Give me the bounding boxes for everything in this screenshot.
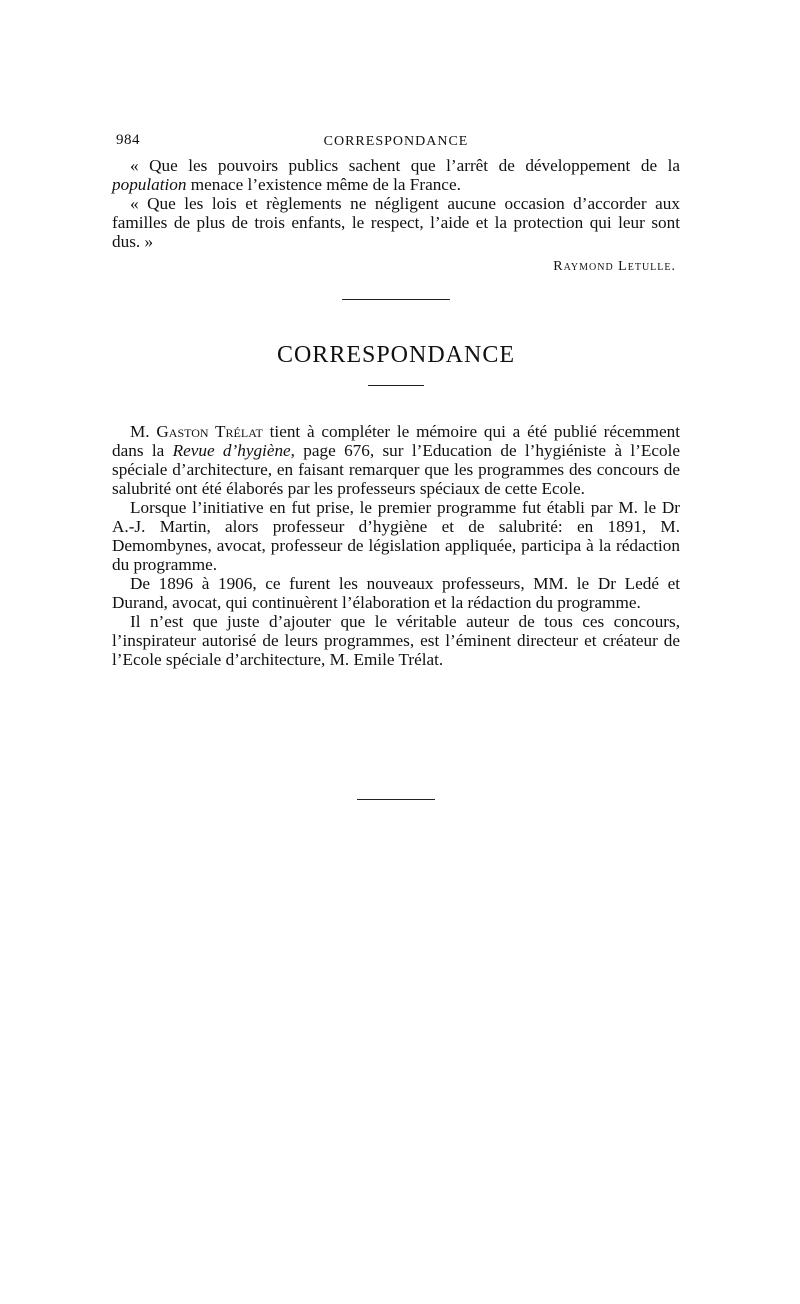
italic-term: population	[112, 175, 187, 194]
paragraph: « Que les lois et règlements ne négligent aucune occasion d’accorder aux familles de plus de trois enfants, le respect, l’aide et la protection qui leur sont dus. »	[112, 194, 680, 251]
journal-title: Revue d’hygiène	[172, 441, 291, 460]
author-name: M. Gaston Trélat	[130, 422, 263, 441]
paragraph: « Que les pouvoirs publics sachent que l’arrêt de développement de la population menace l’existence même de la France.	[112, 156, 680, 194]
running-head: CORRESPONDANCE	[323, 134, 469, 149]
previous-article-ending	[112, 156, 680, 275]
paragraph: Il n’est que juste d’ajouter que le véritable auteur de tous ces concours, l’inspirateur autorisé de leurs programmes, est l’éminent directeur et créateur de l’Ecole spéciale d’architecture, M. Emile Trélat.	[112, 612, 680, 669]
section-title: CORRESPONDANCE	[276, 342, 516, 368]
section-divider	[342, 299, 450, 300]
page-header	[112, 132, 680, 156]
end-divider	[357, 799, 435, 800]
paragraph: De 1896 à 1906, ce furent les nouveaux professeurs, MM. le Dr Ledé et Durand, avocat, qui continuèrent l’élaboration et la rédaction du programme.	[112, 574, 680, 612]
title-underline	[368, 385, 424, 386]
author-signature: Raymond Letulle.	[553, 259, 676, 274]
paragraph: M. Gaston Trélat tient à compléter le mémoire qui a été publié récemment dans la Revue d’hygiène, page 676, sur l’Education de l’hygiéniste à l’Ecole spéciale d’architecture, en faisant remarquer que les programmes des concours de salubrité ont été élaborés par les professeurs spéciaux de cette Ecole.	[112, 422, 680, 498]
correspondence-body	[112, 422, 680, 669]
paragraph: Lorsque l’initiative en fut prise, le premier programme fut établi par M. le Dr A.-J. Martin, alors professeur d’hygiène et de salubrité: en 1891, M. Demombynes, avocat, professeur de législation appliquée, participa à la rédaction du programme.	[112, 498, 680, 574]
page	[112, 132, 680, 800]
page-number: 984	[116, 132, 140, 148]
